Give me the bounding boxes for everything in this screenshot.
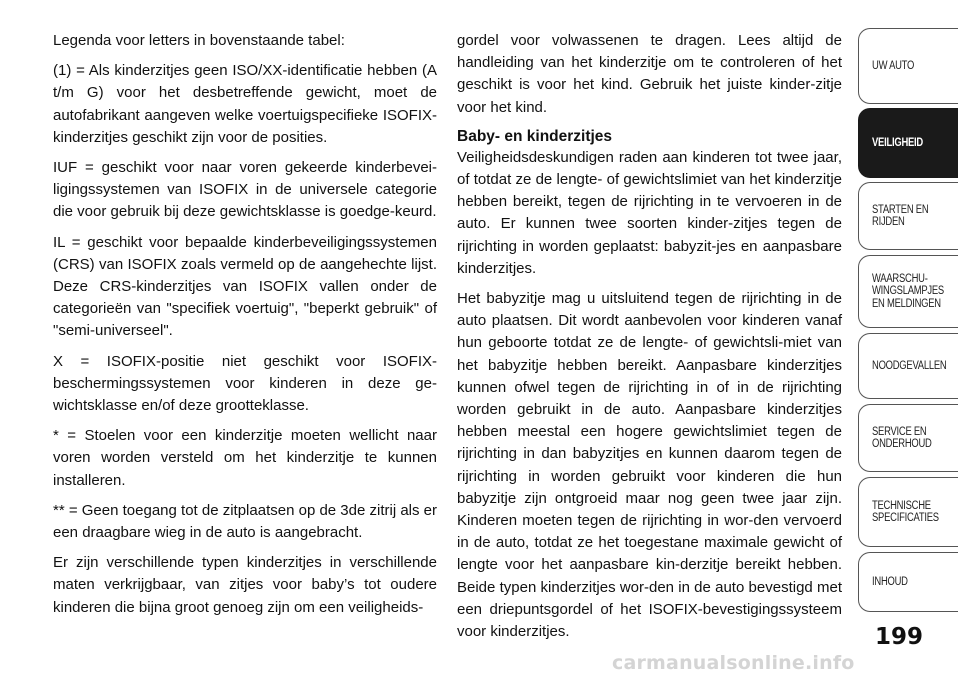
tab-label: TECHNISCHE SPECIFICATIES: [872, 499, 939, 524]
tab-label: SERVICE EN ONDERHOUD: [872, 425, 932, 450]
paragraph: gordel voor volwassenen te dragen. Lees altijd de handleiding van het kinderzitje om te controleren of het geschikt is voor het kind. Gebruik het juiste kinder-zitje voor het kind.: [457, 32, 842, 116]
chapter-tabs: [858, 0, 960, 678]
tab-waarschuwingslampjes[interactable]: [858, 255, 958, 328]
section-heading: Baby- en kinderzitjes: [457, 127, 613, 145]
paragraph: Veiligheidsdeskundigen raden aan kinderen tot twee jaar, of totdat ze de lengte- of gewichtslimiet van het kinderzitje hebben bereikt, tegen de rijrichting in te vervoeren in de auto. Er kunnen twee soorten kinder-zitjes tegen de rijrichting in worden geplaatst: babyzit-jes en aanpasbare kinderzitjes.: [457, 148, 842, 277]
tab-label: STARTEN EN RIJDEN: [872, 203, 929, 228]
paragraph: IUF = geschikt voor naar voren gekeerde kinderbevei-ligingssystemen van ISOFIX in de universele categorie die voor gebruik bij deze gewichtsklasse is goedge-keurd.: [53, 159, 437, 221]
paragraph: Het babyzitje mag u uitsluitend tegen de rijrichting in de auto plaatsen. Dit wordt aanbevolen voor kinderen vanaf hun geboorte totdat ze de lengte- of gewichtsli-miet van het babyzitje hebben bereikt. Aanpasbare kinderzitjes kunnen ofwel tegen de rijrichting in of in de rijrichting worden gebruikt in de auto. Aanpasbare kinderzitjes hebben meestal een hogere gewichtslimiet tegen de rijrichting in dan babyzitjes en kunnen daarom tegen de rijrichting in worden gebruikt voor kinderen die hun babyzitje zijn ontgroeid maar nog geen twee jaar zijn. Kinderen moeten tegen de rijrichting in wor-den vervoerd in de auto, totdat ze het toegestane maximale gewicht of lengte voor het aanpasbare kin-derzitje bereikt hebben. Beide typen kinderzitjes wor-den in de auto bevestigd met een driepuntsgordel of het ISOFIX-bevestigingssysteem voor kinderzitjes.: [457, 290, 842, 641]
tab-veiligheid[interactable]: [858, 108, 958, 178]
tab-noodgevallen[interactable]: [858, 333, 958, 399]
paragraph: IL = geschikt voor bepaalde kinderbeveiligingssystemen (CRS) van ISOFIX zoals vermeld op de aangehechte lijst. Deze CRS-kinderzitjes van ISOFIX vallen onder de categorieën van "specifiek voertuig", "beperkt gebruik" of "semi-universeel".: [53, 233, 437, 340]
tab-inhoud[interactable]: [858, 552, 958, 612]
left-text-column: [53, 30, 437, 627]
tab-label: INHOUD: [872, 575, 908, 588]
tab-label: UW AUTO: [872, 59, 915, 72]
watermark: carmanualsonline.info: [612, 652, 855, 674]
paragraph: * = Stoelen voor een kinderzitje moeten wellicht naar voren worden versteld om het kinderzitje te kunnen installeren.: [53, 427, 437, 489]
tab-label: WAARSCHU- WINGSLAMPJES EN MELDINGEN: [872, 272, 944, 310]
right-text-column: [457, 30, 842, 651]
tab-uw-auto[interactable]: [858, 28, 958, 104]
tab-technische-specificaties[interactable]: [858, 477, 958, 547]
tab-label: VEILIGHEID: [872, 136, 923, 149]
paragraph: ** = Geen toegang tot de zitplaatsen op de 3de zitrij als er een draagbare wieg in de auto is aangebracht.: [53, 501, 438, 542]
tab-starten-en-rijden[interactable]: [858, 182, 958, 250]
paragraph: X = ISOFIX-positie niet geschikt voor ISOFIX-beschermingssystemen voor kinderen in deze ge-wichtsklasse en/of deze grootteklasse.: [53, 352, 437, 415]
page-number: 199: [874, 624, 923, 650]
paragraph: (1) = Als kinderzitjes geen ISO/XX-identificatie hebben (A t/m G) voor het desbetreffende gewicht, moet de autofabrikant aangeven welke voertuigspecifieke ISOFIX-kinderzitjes geschikt zijn voor de posities.: [53, 62, 437, 146]
tab-label: NOODGEVALLEN: [872, 359, 947, 372]
paragraph: Legenda voor letters in bovenstaande tabel:: [53, 32, 345, 49]
tab-service-en-onderhoud[interactable]: [858, 404, 958, 472]
paragraph: Er zijn verschillende typen kinderzitjes in verschillende maten verkrijgbaar, van zitjes voor baby’s tot oudere kinderen die bijna groot genoeg zijn om een veiligheids-: [53, 554, 437, 616]
